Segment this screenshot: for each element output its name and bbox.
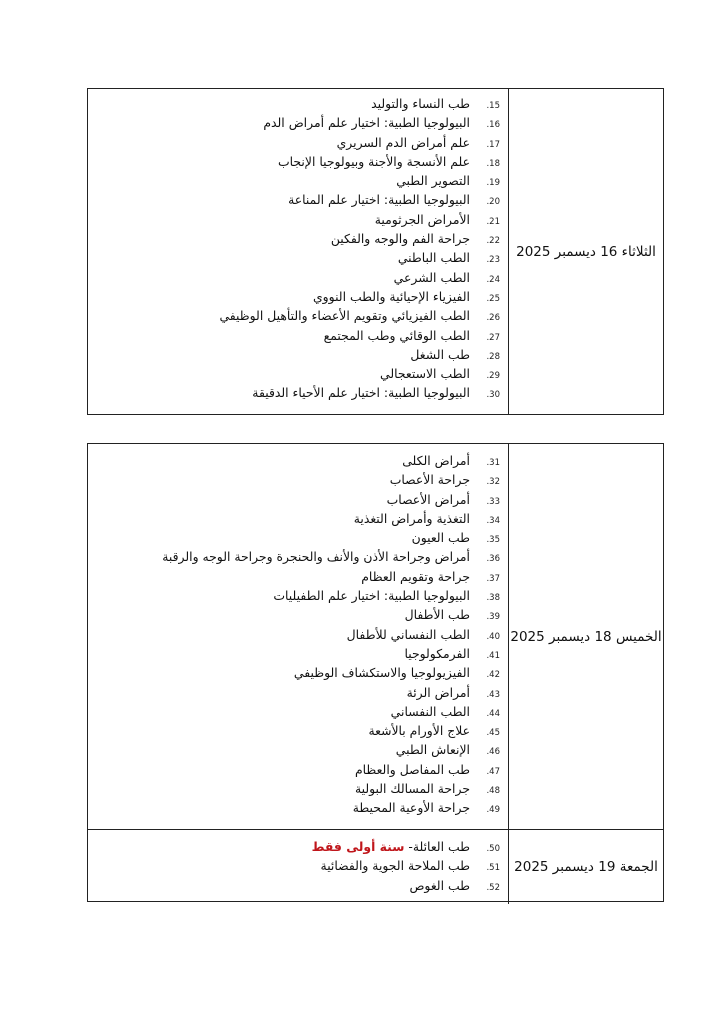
list-item	[88, 347, 500, 366]
item-number: 18.	[486, 158, 500, 169]
list-item	[88, 685, 500, 704]
item-number: 22.	[486, 236, 500, 247]
specialty-name	[361, 569, 478, 584]
specialty-text: طب الغوص	[409, 877, 470, 893]
specialty-name	[162, 549, 478, 564]
list-item	[88, 858, 500, 877]
specialty-text: الإنعاش الطبي	[395, 742, 470, 758]
item-number: 26.	[486, 313, 500, 324]
specialty-text: الطب الشرعي	[393, 269, 470, 285]
item-number: 40.	[486, 631, 500, 642]
item-number: 34.	[486, 515, 500, 526]
specialties-cell	[88, 89, 508, 414]
item-number: 30.	[486, 390, 500, 401]
specialty-name	[387, 492, 478, 507]
specialty-text: طب النساء والتوليد	[371, 96, 470, 111]
item-number: 43.	[486, 689, 500, 700]
item-number: 32.	[486, 477, 500, 488]
specialty-name	[331, 231, 478, 246]
item-number: 49.	[486, 805, 500, 816]
item-number: 45.	[486, 728, 500, 739]
specialty-name	[412, 530, 478, 545]
specialty-text: الطب الوقائي وطب المجتمع	[323, 327, 470, 343]
specialty-name	[368, 723, 478, 738]
item-number: 51.	[486, 863, 500, 874]
list-item	[88, 549, 500, 568]
item-number: 41.	[486, 650, 500, 661]
item-number: 38.	[486, 593, 500, 604]
list-item	[88, 742, 500, 761]
specialty-name	[380, 366, 478, 381]
item-number: 29.	[486, 371, 500, 382]
item-number: 46.	[486, 747, 500, 758]
list-item	[88, 588, 500, 607]
specialty-text: طب الشغل	[410, 346, 470, 362]
list-item	[88, 173, 500, 192]
item-number: 44.	[486, 708, 500, 719]
specialty-name	[219, 308, 478, 323]
specialty-name	[407, 685, 478, 700]
specialty-name	[252, 385, 478, 400]
specialty-list	[88, 96, 500, 405]
list-item	[88, 154, 500, 173]
list-item	[88, 607, 500, 626]
specialty-name	[396, 173, 478, 188]
specialty-text: الطب النفساني للأطفال	[346, 626, 470, 642]
specialty-name	[263, 115, 478, 130]
list-item	[88, 231, 500, 250]
specialty-name	[294, 665, 478, 680]
item-number: 52.	[486, 882, 500, 893]
specialty-name	[312, 839, 478, 854]
specialty-name	[354, 511, 478, 526]
item-number: 28.	[486, 351, 500, 362]
specialty-text: طب الملاحة الجوية والفضائية	[320, 858, 470, 874]
item-number: 15.	[486, 101, 500, 111]
list-item	[88, 878, 500, 897]
list-item	[88, 723, 500, 742]
specialty-text: طب العائلة-	[408, 839, 470, 854]
specialty-list	[88, 453, 500, 820]
specialty-name	[375, 212, 478, 227]
list-item	[88, 328, 500, 347]
date-cell: الخميس 18 ديسمبر 2025	[508, 444, 663, 829]
specialty-text: البيولوجيا الطبية: اختيار علم أمراض الدم	[263, 115, 470, 131]
list-item	[88, 569, 500, 588]
list-item	[88, 530, 500, 549]
specialty-text: أمراض وجراحة الأذن والأنف والحنجرة وجراحة الوجه والرقبة	[162, 549, 470, 565]
specialty-name	[405, 607, 478, 622]
specialty-name	[402, 453, 478, 468]
list-item	[88, 492, 500, 511]
specialty-text: التصوير الطبي	[396, 173, 470, 189]
specialty-text: جراحة الفم والوجه والفكين	[330, 231, 470, 247]
list-item	[88, 96, 500, 115]
specialty-name	[394, 270, 478, 285]
list-item	[88, 212, 500, 231]
list-item	[88, 366, 500, 385]
specialty-text: البيولوجيا الطبية: اختيار علم المناعة	[288, 192, 470, 208]
list-item	[88, 270, 500, 289]
item-number: 47.	[486, 766, 500, 777]
specialty-text: الفرمكولوجيا	[404, 645, 470, 661]
item-number: 21.	[486, 216, 500, 227]
list-item	[88, 135, 500, 154]
specialty-name	[409, 878, 478, 893]
specialty-name	[337, 135, 478, 150]
item-number: 24.	[486, 274, 500, 285]
specialty-text: جراحة الأوعية المحيطة	[352, 800, 470, 816]
list-item	[88, 646, 500, 665]
specialty-name	[288, 192, 478, 207]
specialty-name	[347, 627, 478, 642]
specialty-name	[404, 646, 478, 661]
list-item	[88, 665, 500, 684]
date-cell: الثلاثاء 16 ديسمبر 2025	[508, 89, 663, 414]
list-item	[88, 385, 500, 404]
item-number: 20.	[486, 197, 500, 208]
specialties-cell	[88, 444, 508, 829]
item-number: 36.	[486, 554, 500, 565]
specialty-text: علم الأنسجة والأجنة وبيولوجيا الإنجاب	[277, 153, 470, 169]
list-item	[88, 192, 500, 211]
item-number: 25.	[486, 293, 500, 304]
list-item	[88, 627, 500, 646]
list-item	[88, 839, 500, 858]
specialty-name	[273, 588, 478, 603]
specialty-text: الفيزياء الإحيائية والطب النووي	[312, 288, 470, 304]
specialty-text: جراحة المسالك البولية	[354, 781, 470, 797]
list-item	[88, 289, 500, 308]
item-number: 39.	[486, 612, 500, 623]
specialty-name	[398, 250, 478, 265]
specialty-text: جراحة الأعصاب	[389, 472, 470, 488]
specialties-cell	[88, 830, 508, 904]
specialty-text: طب المفاصل والعظام	[354, 761, 470, 777]
specialty-name	[371, 96, 478, 111]
item-number: 27.	[486, 332, 500, 343]
table-row	[88, 829, 663, 904]
specialty-text: أمراض الكلى	[402, 453, 470, 468]
specialty-name	[391, 704, 478, 719]
specialty-text: الطب النفساني	[390, 703, 470, 719]
specialty-text: علم أمراض الدم السريري	[336, 134, 470, 150]
item-number: 31.	[486, 458, 500, 468]
specialty-text: التغذية وأمراض التغذية	[353, 510, 470, 526]
list-item	[88, 250, 500, 269]
item-number: 48.	[486, 786, 500, 797]
specialty-name	[355, 781, 478, 796]
specialty-name	[410, 347, 478, 362]
list-item	[88, 762, 500, 781]
specialty-text: أمراض الرئة	[406, 684, 470, 700]
list-item	[88, 511, 500, 530]
specialty-text: طب الأطفال	[404, 607, 470, 623]
item-number: 35.	[486, 535, 500, 546]
list-item	[88, 308, 500, 327]
specialty-name	[396, 742, 478, 757]
item-number: 37.	[486, 573, 500, 584]
specialty-text: الطب الاستعجالي	[380, 366, 470, 382]
item-number: 16.	[486, 120, 500, 131]
specialty-text: الفيزيولوجيا والاستكشاف الوظيفي	[293, 665, 470, 681]
item-number: 50.	[486, 844, 500, 854]
item-number: 42.	[486, 670, 500, 681]
schedule-table-2	[87, 443, 664, 902]
item-number: 17.	[486, 139, 500, 150]
specialty-text: الأمراض الجرثومية	[374, 211, 470, 227]
highlight-note: سنة أولى فقط	[311, 839, 405, 854]
table-row	[88, 444, 663, 829]
specialty-text: البيولوجيا الطبية: اختيار علم الطفيليات	[273, 588, 470, 604]
specialty-name	[390, 472, 478, 487]
date-cell: الجمعة 19 ديسمبر 2025	[508, 830, 663, 904]
list-item	[88, 453, 500, 472]
list-item	[88, 472, 500, 491]
specialty-name	[313, 289, 478, 304]
specialty-text: جراحة وتقويم العظام	[361, 568, 470, 584]
specialty-text: علاج الأورام بالأشعة	[368, 723, 470, 739]
specialty-text: أمراض الأعصاب	[386, 491, 470, 507]
schedule-table-1	[87, 88, 664, 415]
list-item	[88, 800, 500, 819]
item-number: 23.	[486, 255, 500, 266]
specialty-name	[355, 762, 478, 777]
list-item	[88, 704, 500, 723]
specialty-name	[324, 328, 478, 343]
item-number: 19.	[486, 178, 500, 189]
specialty-name	[353, 800, 478, 815]
list-item	[88, 115, 500, 134]
item-number: 33.	[486, 496, 500, 507]
specialty-text: الطب الفيزيائي وتقويم الأعضاء والتأهيل الوظيفي	[219, 308, 470, 324]
specialty-name	[278, 154, 478, 169]
specialty-text: طب العيون	[411, 530, 470, 546]
specialty-text: الطب الباطني	[397, 250, 470, 266]
specialty-text: البيولوجيا الطبية: اختيار علم الأحياء الدقيقة	[252, 385, 470, 401]
table-row	[88, 89, 663, 414]
specialty-name	[321, 858, 478, 873]
specialty-list	[88, 839, 500, 897]
list-item	[88, 781, 500, 800]
